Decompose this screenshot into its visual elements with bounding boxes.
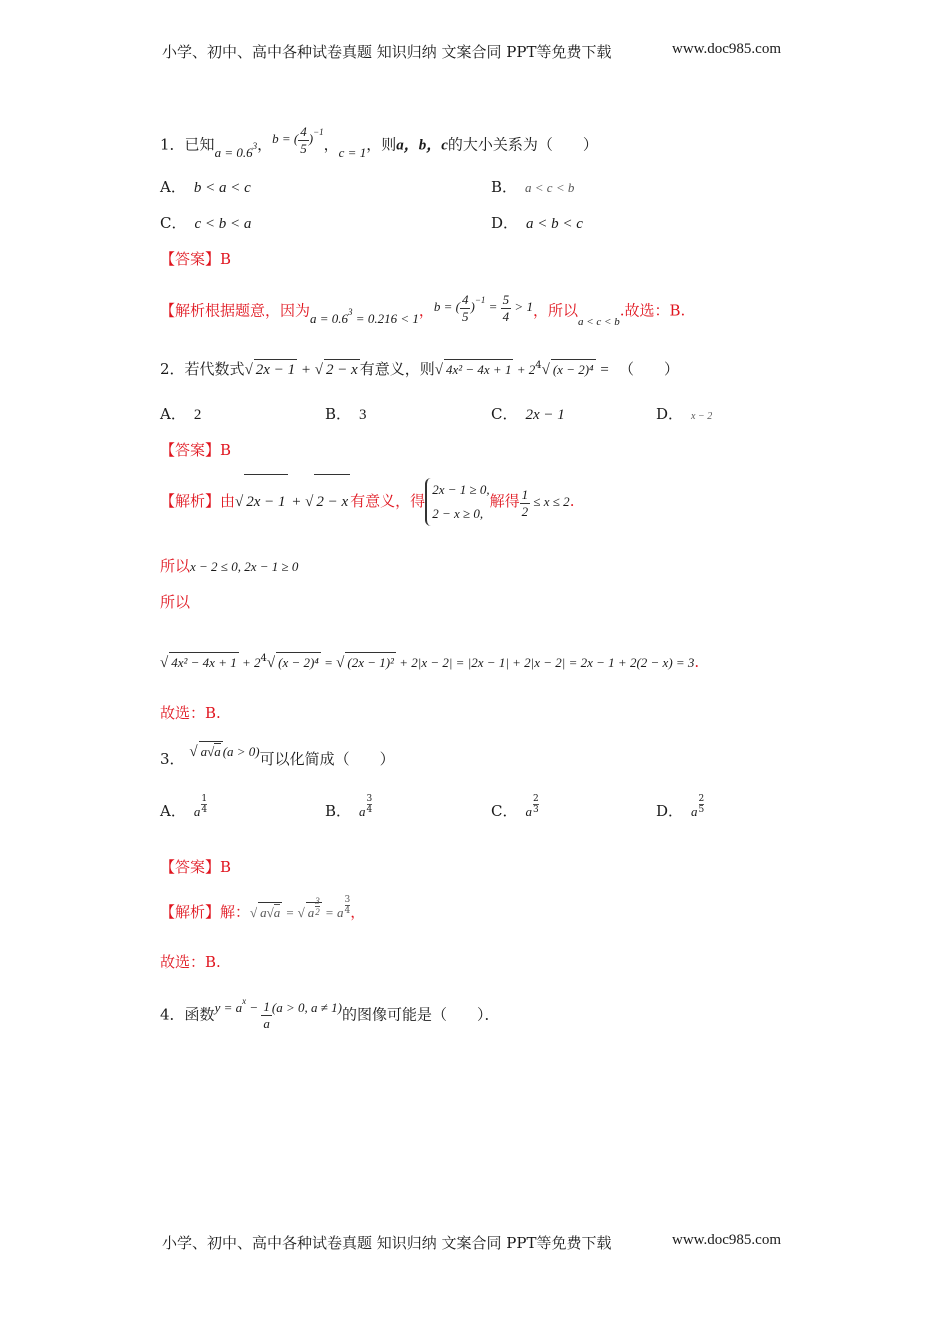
footer-site[interactable]: www.doc985.com xyxy=(672,1232,782,1248)
q2-so2: 所以 xyxy=(160,593,191,611)
q1-analysis: 【解析根据题意，因为$a = 0.6^3 = 0.216 < 1$，b = ( $\frac{4}{5}$ )$^{-1}$ = $\frac{5}{4}$ > 1，所以$_{a < c < b}$.故选：B. xyxy=(160,292,686,329)
q1-option-d[interactable]: D． a < b < c xyxy=(491,214,583,232)
q2-analysis: 【解析】由√ 2x − 1 + √ 2 − x 有意义，得 2x − 1 ≥ 0, 2 − x ≥ 0, 解得 $\frac{1}{2}$ ≤ x ≤ 2. xyxy=(160,474,574,529)
page-header xyxy=(162,41,782,62)
q2-chain: √ $4x^2 - 4x + 1 + 2^4√$ (x − 2)⁴ = √ (2x − 1)² + 2|x − 2| = |2x − 1| + 2|x − 2| = 2x − 1 + 2(2 − x) = 3. xyxy=(160,653,700,671)
q1-stem-end: 的大小关系为（ ） xyxy=(447,135,598,154)
q2-option-d[interactable]: D． x − 2 xyxy=(656,405,713,423)
q2-answer: 【答案】B xyxy=(160,441,232,459)
q1-number: 1． xyxy=(160,135,185,154)
q1-a-expr: $a = 0.6^3$ xyxy=(214,141,258,161)
q3-conclude: 故选：B. xyxy=(160,953,221,971)
q3-option-a[interactable]: A． a $\frac{1}{4}$ xyxy=(160,793,208,820)
q1-stem: 1．已知$a = 0.6^3$，b = ( $\frac{4}{5}$ )$^{-1}$，c = 1，则a，b，c的大小关系为（ ） xyxy=(160,124,598,161)
page-footer xyxy=(162,1232,782,1253)
q2-option-a[interactable]: A． 2 xyxy=(160,405,202,423)
q3-answer: 【答案】B xyxy=(160,858,232,876)
q4-stem: 4．函数$y = a^x$ − $\frac{1}{a}$ (a > 0, a ≠ 1)的图像可能是（ ）． xyxy=(160,995,500,1031)
q2-option-b[interactable]: B． 3 xyxy=(325,405,367,423)
q1-vars: a，b，c xyxy=(396,137,448,154)
q3-analysis: 【解析】解：√ a√a = √ a $\frac{3}{2}$ = a $\frac{3}{4}$ ， xyxy=(160,902,365,925)
q3-option-d[interactable]: D． a $\frac{2}{5}$ xyxy=(656,793,705,820)
q1-option-a[interactable]: A． b < a < c xyxy=(160,178,251,196)
q1-lead: 已知 xyxy=(184,135,215,154)
header-title: 小学、初中、高中各种试卷真题 知识归纳 文案合同 PPT等免费下载 xyxy=(162,43,612,61)
q3-option-c[interactable]: C． a $\frac{2}{3}$ xyxy=(491,793,539,820)
header-site[interactable]: www.doc985.com xyxy=(672,41,782,57)
footer-title: 小学、初中、高中各种试卷真题 知识归纳 文案合同 PPT等免费下载 xyxy=(162,1234,612,1252)
q3-stem: 3． √ a√a (a > 0)可以化简成（ ） xyxy=(160,749,395,770)
q1-b-expr: b = ( $\frac{4}{5}$ )$^{-1}$ xyxy=(272,124,324,156)
q1-c-expr: c = 1 xyxy=(338,145,367,161)
q3-option-b[interactable]: B． a $\frac{3}{4}$ xyxy=(325,793,373,820)
q2-stem: 2．若代数式√ 2x − 1 + √ 2 − x 有意义，则√ $4x^2 - 4x + 1 + 2^4√$ (x − 2)⁴ = （ ） xyxy=(160,360,680,378)
q2-conclude: 故选：B. xyxy=(160,704,221,722)
q1-stem-tail: ，则 xyxy=(366,135,397,154)
q2-so1: 所以x − 2 ≤ 0, 2x − 1 ≥ 0 xyxy=(160,557,299,575)
q1-answer: 【答案】B xyxy=(160,250,232,268)
q1-option-c[interactable]: C． c < b < a xyxy=(160,214,252,232)
q1-option-b[interactable]: B． a < c < b xyxy=(491,178,575,196)
q2-option-c[interactable]: C． 2x − 1 xyxy=(491,405,565,423)
